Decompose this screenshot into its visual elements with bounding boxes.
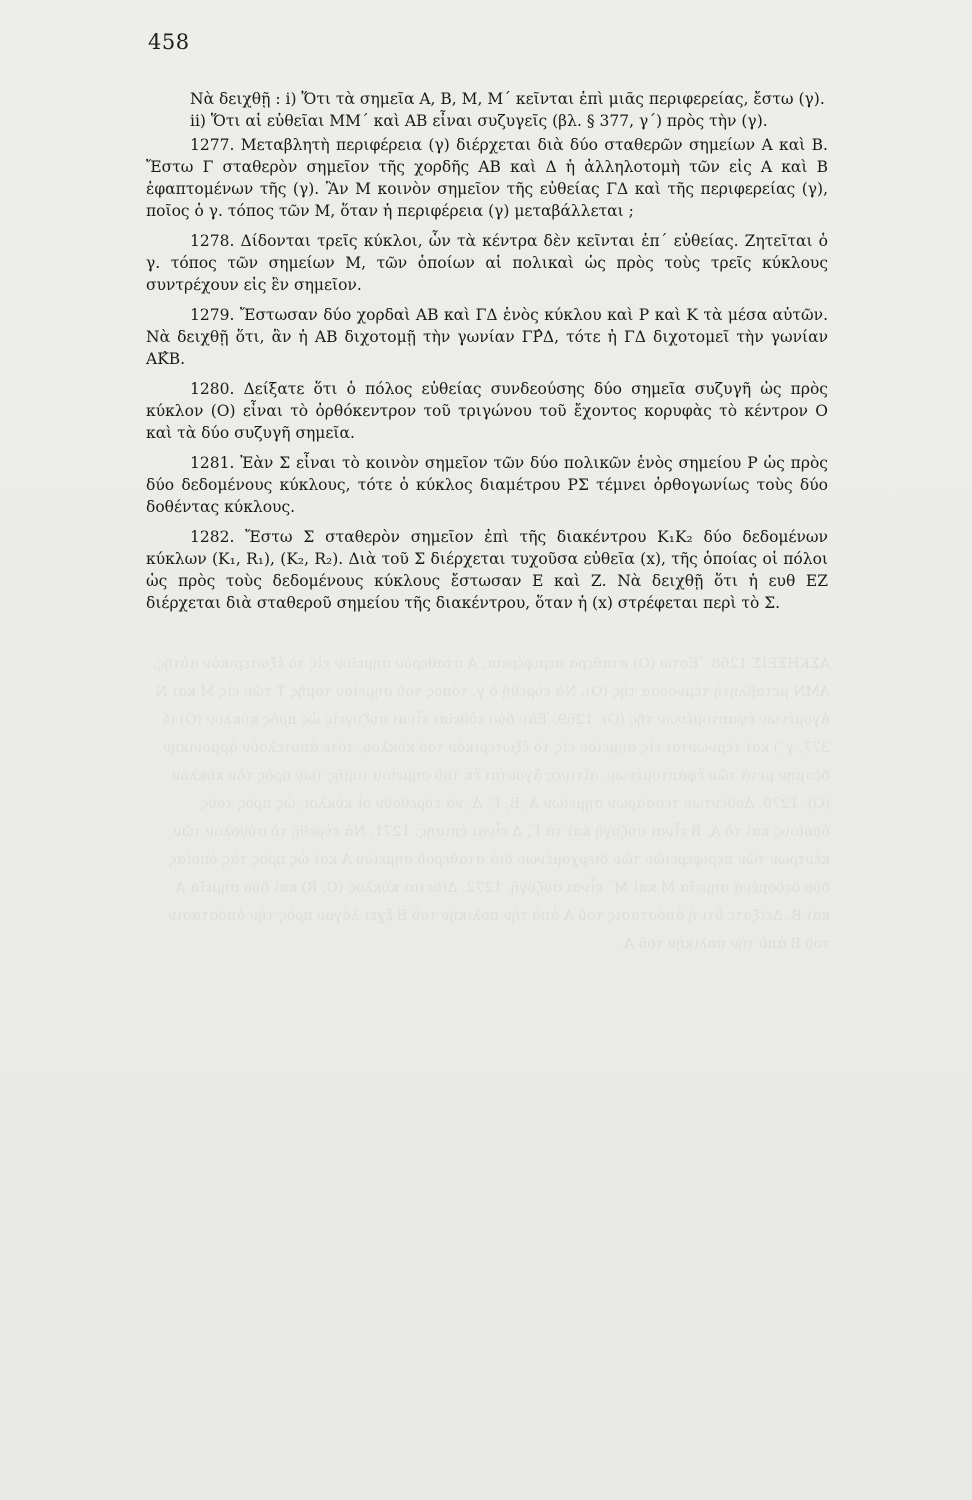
intro-line-2: ii) Ὅτι αἱ εὐθεῖαι ΜΜ΄ καὶ ΑΒ εἶναι συζυγεῖς (βλ. § 377, γ΄) πρὸς τὴν (γ). xyxy=(190,112,768,130)
main-text xyxy=(146,88,828,622)
exercise-1279: 1279. Ἔστωσαν δύο χορδαὶ ΑΒ καὶ ΓΔ ἑνὸς κύκλου καὶ Ρ καὶ Κ τὰ μέσα αὐτῶν. Νὰ δειχθῇ ὅτι, ἂν ἡ ΑΒ διχοτομῇ τὴν γωνίαν ΓΡ̂Δ, τότε ἡ ΓΔ διχοτομεῖ τὴν γωνίαν ΑΚ̂Β. xyxy=(146,306,828,368)
intro-block xyxy=(146,88,828,110)
intro-block-2 xyxy=(146,110,828,132)
exercise-1282: 1282. Ἔστω Σ σταθερὸν σημεῖον ἐπὶ τῆς διακέντρου Κ₁Κ₂ δύο δεδομένων κύκλων (Κ₁, R₁), (Κ₂, R₂). Διὰ τοῦ Σ διέρχεται τυχοῦσα εὐθεῖα (x), τῆς ὁποίας οἱ πόλοι ὡς πρὸς τοὺς δεδομένους κύκλους ἔστωσαν Ε καὶ Ζ. Νὰ δειχθῇ ὅτι ἡ ευθ ΕΖ διέρχεται διὰ σταθεροῦ σημείου τῆς διακέντρου, ὅταν ἡ (x) στρέφεται περὶ τὸ Σ. xyxy=(146,528,828,612)
exercise-1278: 1278. Δίδονται τρεῖς κύκλοι, ὧν τὰ κέντρα δὲν κεῖνται ἐπ΄ εὐθείας. Ζητεῖται ὁ γ. τόπος τῶν σημείων Μ, τῶν ὁποίων αἱ πολικαὶ ὡς πρὸς τοὺς τρεῖς κύκλους συντρέχουν εἰς ἓν σημεῖον. xyxy=(146,232,828,294)
intro-line-1: Νὰ δειχθῇ : i) Ὅτι τὰ σημεῖα Α, Β, Μ, Μ΄ κεῖνται ἐπὶ μιᾶς περιφερείας, ἔστω (γ). xyxy=(190,90,825,108)
bleed-through-text: ΑΣΚΗΣΕΙΣ 1268. Ἔστω (Ο) σταθερὰ περιφέρεια, Α σταθερὸν σημεῖον εἰς τὸ ἐξωτερικόν αὐτῆς, ΑΜΝ μεταβλητὴ τέμνουσα τῆς (Ο). Νὰ εὑρεθῇ ὁ γ. τόπος τοῦ σημείου τομῆς Τ τῶν εἰς Μ καὶ Ν ἀγομένων ἐφαπτομένων τῆς (Ο). 1269. Ἐὰν δύο εὐθεῖαι εἶναι συζυγεῖς ὡς πρὸς κύκλον (Ο) (§ 377, γ΄) καὶ τέμνωνται εἰς σημεῖον εἰς τὸ ἐξωτερικόν τοῦ κύκλου, τότε ἀποτελοῦν ἁρμονικὴν δέσμην μετὰ τῶν ἐφαπτομένων, αἵτινες ἄγονται ἐκ τοῦ σημείου τομῆς των πρὸς τὸν κύκλον (Ο). 1270. Δοθέντων τεσσάρων σημείων Α, Β, Γ, Δ, νὰ εὑρεθοῦν οἱ κύκλοι, ὡς πρὸς τοὺς ὁποίους καὶ τὸ Α, Β εἶναι συζυγῆ καὶ τὰ Γ, Δ εἶναι ἐπίσης. 1271. Νὰ εὑρεθῇ τὸ σύνολον τῶν κέντρων τῶν περιφερειῶν τῶν διερχομένων διὰ σταθεροῦ σημείου Α καὶ ὡς πρὸς τὰς ὁποίας δύο δεδομένα σημεῖα Μ καὶ Μ΄ εἶναι συζυγῆ. 1272. Δίδεται κύκλος (Ο, R) καὶ δύο σημεῖα Α καὶ Β. Δείξατε ὅτι ἡ ἀπόστασις τοῦ Α ἀπὸ τὴν πολικὴν τοῦ Β ἔχει λόγον πρὸς τὴν ἀπόστασιν τοῦ Β ἀπὸ τὴν πολικὴν τοῦ Α. xyxy=(152,656,830,952)
exercise-1281: 1281. Ἐὰν Σ εἶναι τὸ κοινὸν σημεῖον τῶν δύο πολικῶν ἑνὸς σημείου Ρ ὡς πρὸς δύο δεδομένους κύκλους, τότε ὁ κύκλος διαμέτρου ΡΣ τέμνει ὀρθογωνίως τοὺς δύο δοθέντας κύκλους. xyxy=(146,454,828,516)
exercise-1280: 1280. Δείξατε ὅτι ὁ πόλος εὐθείας συνδεούσης δύο σημεῖα συζυγῆ ὡς πρὸς κύκλον (Ο) εἶναι τὸ ὀρθόκεντρον τοῦ τριγώνου τοῦ ἔχοντος κορυφὰς τὸ κέντρον Ο καὶ τὰ δύο συζυγῆ σημεῖα. xyxy=(146,380,828,442)
exercise-1277: 1277. Μεταβλητὴ περιφέρεια (γ) διέρχεται διὰ δύο σταθερῶν σημείων Α καὶ Β. Ἔστω Γ σταθερὸν σημεῖον τῆς χορδῆς ΑΒ καὶ Δ ἡ ἀλληλοτομὴ τῶν εἰς Α καὶ Β ἐφαπτομένων τῆς (γ). Ἂν Μ κοινὸν σημεῖον τῆς εὐθείας ΓΔ καὶ τῆς περιφερείας (γ), ποῖος ὁ γ. τόπος τῶν Μ, ὅταν ἡ περιφέρεια (γ) μεταβάλλεται ; xyxy=(146,136,828,220)
page-number: 458 xyxy=(148,30,190,54)
